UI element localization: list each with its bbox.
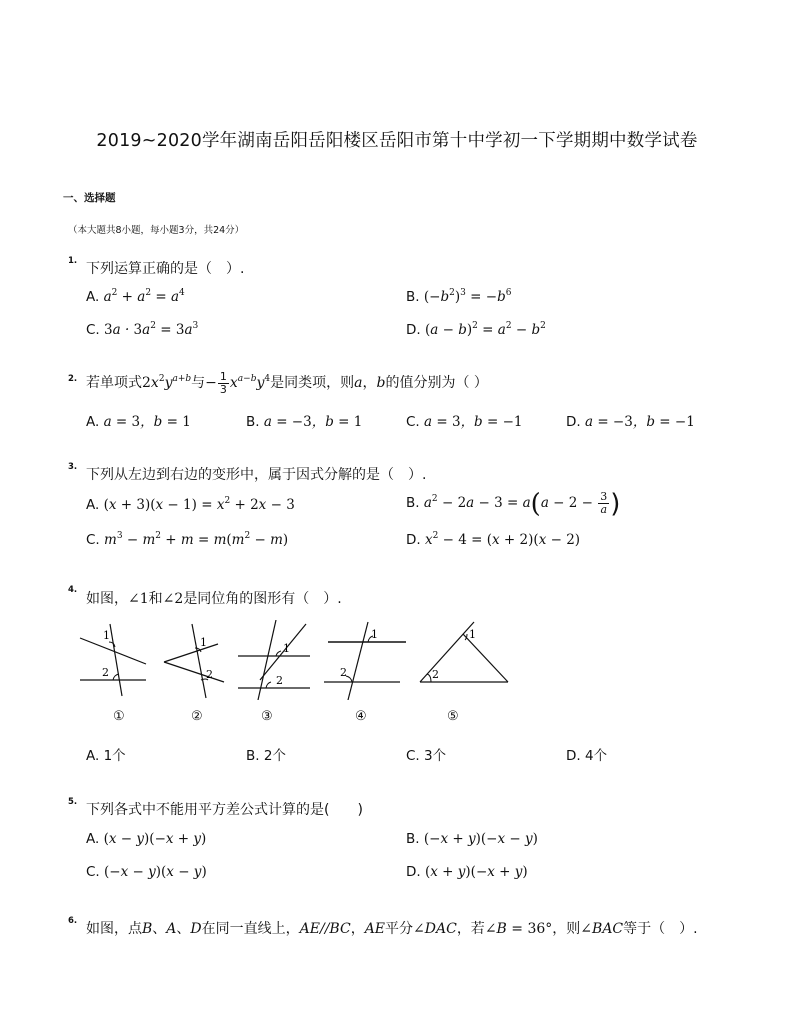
figure-label: ③	[261, 709, 273, 724]
option-d[interactable]: D. $x^2 - 4 = (x + 2)(x - 2)$	[406, 531, 581, 548]
angle-label: 1	[469, 628, 476, 641]
option-d[interactable]: D. (x + y)(−x + y)	[406, 864, 528, 880]
option-d[interactable]: D. a = −3，b = −1	[566, 414, 695, 430]
question-number: 6.	[68, 916, 78, 926]
figure-label: ②	[191, 709, 203, 724]
option-letter: A.	[86, 831, 100, 847]
question-number: 5.	[68, 797, 78, 807]
option-letter: B.	[406, 831, 420, 847]
option-letter: C.	[406, 748, 420, 764]
section-note: （本大题共8小题，每小题3分，共24分）	[68, 225, 245, 236]
figure-5	[418, 620, 510, 700]
option-letter: A.	[86, 748, 100, 764]
option-value: 4个	[584, 748, 608, 764]
option-letter: B.	[246, 414, 260, 430]
option-a[interactable]: A. $a^2 + a^2 = a^4$	[86, 288, 185, 305]
figure-label: ⑤	[447, 709, 459, 724]
question-number: 2.	[68, 374, 78, 384]
figure-label: ④	[355, 709, 367, 724]
angle-label: 2	[276, 674, 283, 687]
option-c[interactable]: C. $3a \cdot 3a^2 = 3a^3$	[86, 321, 199, 338]
question-text: 下列从左边到右边的变形中，属于因式分解的是（ ）.	[86, 467, 427, 483]
option-letter: B.	[406, 495, 420, 511]
angle-label: 2	[340, 666, 347, 679]
option-letter: C.	[86, 532, 100, 548]
question-text: 下列运算正确的是（ ）.	[86, 261, 245, 277]
angle-label: 2	[102, 666, 109, 679]
option-d[interactable]	[566, 744, 607, 764]
figure-3	[236, 620, 312, 700]
figure-4	[322, 620, 408, 700]
option-a[interactable]: A. $(x + 3)(x - 1) = x^2 + 2x - 3$	[86, 496, 295, 513]
option-value: 3个	[424, 748, 447, 764]
angle-label: 1	[371, 628, 378, 641]
figure-label: ①	[113, 709, 125, 724]
option-d[interactable]: D. $(a - b)^2 = a^2 - b^2$	[406, 321, 546, 338]
option-b[interactable]: B. a = −3，b = 1	[246, 414, 363, 430]
option-letter: D.	[566, 414, 581, 430]
option-value: 1个	[103, 748, 126, 764]
angle-label: 1	[200, 636, 207, 649]
question-text: 下列各式中不能用平方差公式计算的是( )	[86, 802, 363, 818]
option-a[interactable]: A. (x − y)(−x + y)	[86, 831, 207, 847]
option-letter: D.	[566, 748, 581, 764]
option-letter: C.	[86, 322, 100, 338]
figure-2	[158, 620, 230, 700]
page-title: 2019~2020学年湖南岳阳岳阳楼区岳阳市第十中学初一下学期期中数学试卷	[96, 131, 698, 151]
angle-label: 2	[432, 668, 439, 681]
option-a[interactable]	[86, 744, 126, 764]
option-letter: D.	[406, 322, 421, 338]
option-letter: A.	[86, 289, 100, 305]
angle-label: 1	[283, 642, 290, 655]
option-b[interactable]: B. $a^2 - 2a - 3 = a(a - 2$ − $\frac{3}{a}$ )	[406, 489, 621, 519]
option-letter: D.	[406, 532, 421, 548]
question-number: 1.	[68, 256, 78, 266]
question-number: 3.	[68, 462, 78, 472]
question-text: 如图，∠1和∠2是同位角的图形有（ ）.	[86, 591, 342, 607]
option-c[interactable]: C. (−x − y)(x − y)	[86, 864, 207, 880]
option-c[interactable]: C. $m^3 - m^2 + m = m(m^2 - m)$	[86, 531, 289, 548]
figure-1	[78, 620, 150, 700]
question-number: 4.	[68, 585, 78, 595]
angle-label: 2	[206, 668, 213, 681]
section-heading: 一、选择题	[63, 192, 116, 204]
option-b[interactable]	[246, 744, 286, 764]
option-letter: A.	[86, 414, 100, 430]
option-a[interactable]: A. a = 3，b = 1	[86, 414, 191, 430]
question-text: 如图，点B、A、D在同一直线上，AE//BC，AE平分∠DAC，若∠B = 36°，则∠BAC等于（ ）.	[86, 921, 698, 937]
option-c[interactable]: C. a = 3，b = −1	[406, 414, 523, 430]
option-c[interactable]	[406, 744, 446, 764]
option-b[interactable]: B. $(-b^2)^3 = -b^6$	[406, 288, 512, 305]
option-b[interactable]: B. (−x + y)(−x − y)	[406, 831, 538, 847]
option-letter: D.	[406, 864, 421, 880]
option-letter: B.	[246, 748, 260, 764]
angle-label: 1	[103, 629, 110, 642]
option-letter: B.	[406, 289, 420, 305]
option-letter: C.	[406, 414, 420, 430]
option-letter: C.	[86, 864, 100, 880]
option-letter: A.	[86, 497, 100, 513]
option-value: 2个	[263, 748, 286, 764]
question-text: 若单项式$2x^2y^{a+b}$与− $\frac{1}{3}$ $x^{a-b}y^4$是同类项，则a，b的值分别为（ ）	[86, 370, 488, 396]
